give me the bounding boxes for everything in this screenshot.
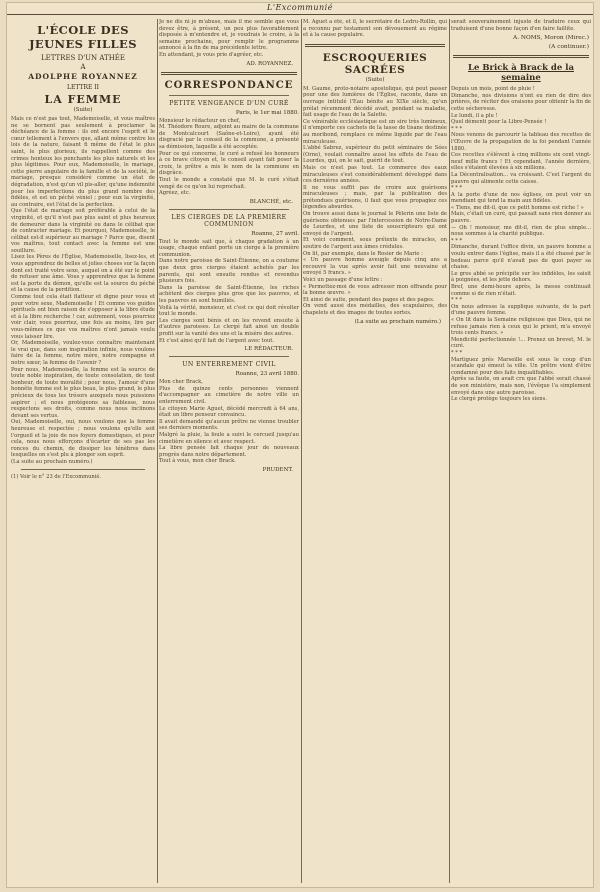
section-heading: Le Brick à Brack de la semaine (468, 63, 574, 84)
divider (305, 44, 445, 47)
section-heading: CORRESPONDANCE (164, 79, 294, 91)
letter-number: LETTRE II (66, 84, 100, 91)
article-date: Paris, le 1er mai 1880. (235, 109, 299, 116)
divider (453, 55, 589, 58)
article-subtitle: LETTRES D'UN ATHÉE (40, 54, 126, 62)
footnote: (1) Voir le n° 23 de l'Excommunié. (11, 474, 102, 481)
divider (169, 209, 289, 210)
article-body: M. Gaume, proto-notaire apostolique, qui peut passer pour une des lumières de l'Église, raconte, dans un ouvrage intitulé l'Eau bénite au XIXe siècle, qu'un prélat récemment décédé avait, pendant sa maladie, fait usage de l'eau de la Salette. Ce vénérable ecclésiastique est un sire très lumineux, il n'emporte ces cachets de la tasse de tisane destinée au moribond, remplace ce même liquide par de l'eau miraculeuse. L'abbé Sabrez, supérieur du petit séminaire de Sées (Orne), voulait connaître aussi les effets de l'eau de Lourdes, qui, on le sait, guérit de tout. Mais ce n'est pas tout. Le commerce des eaux miraculeuses s'est considérablement développé dans ces dernières années. Il ne vous suffit pas de croire aux guérisons miraculeuses ; mais, par la publication des prétendues guérisons, il faut que vous propagiez ces légendes absurdes. On trouve aussi dans le journal le Pèlerin une liste de guérisons obtenues par l'intercession de Notre-Dame de Lourdes, et une liste de souscripteurs qui ont envoyé de l'argent. Et voici comment, sous prétexte de miracles, on soutire de l'argent aux âmes crédules. On lit, par exemple, dans le Rosier de Marie : « Un pauvre homme aveugle depuis cinq ans a recouvré la vue après avoir fait une neuvaine et envoyé 5 francs. » Voici un passage d'une lettre : « Permettez-moi de vous adresser mon offrande pour la bonne œuvre. » Et ainsi de suite, pendant des pages et des pages. On vend aussi des médailles, des scapulaires, des chapelets et des images de toutes sortes. (303, 85, 447, 316)
divider (21, 469, 145, 470)
article-date: Roanne, 27 avril. (251, 230, 299, 237)
article-body: Tout le monde sait que, à chaque gradation à un usage, chaque enfant porte un cierge à la première communion. Dans notre paroisse de Saint-Étienne, on a coutume que deux gros cierges étaient achetés par les parents, qui sont ensuite rendus et revendus plusieurs fois. Dans la paroisse de Saint-Étienne, les riches achètent des cierges plus gros que les pauvres, et les pauvres en sont humiliés. Voilà la vérité, monsieur, et c'est ce qui doit révolter tout le monde. Les cierges sont bénis et on les revend ensuite à d'autres paroisses. Le clergé fait ainsi un double profit sur la vanité des uns et la misère des autres. Et c'est ainsi qu'il fait de l'argent avec tout. (159, 238, 299, 344)
article-body: serait souverainement injuste de traduire ceux qui traduisent d'une bonne façon d'en faire faillite. (451, 19, 591, 32)
masthead: L'Excommunié (7, 3, 593, 15)
column-2 (159, 19, 299, 883)
signature: A. NOMS, Moron (Mirec.) (513, 35, 589, 42)
column-1 (11, 19, 155, 883)
continued-note: (Suite) (73, 107, 93, 113)
section-heading: LA FEMME (44, 93, 122, 106)
column-rule (157, 19, 158, 883)
newspaper-page (6, 2, 594, 888)
article-title: UN ENTERREMENT CIVIL (182, 361, 276, 369)
article-title: LES CIERGES DE LA PREMIÈRE COMMUNION (171, 213, 287, 228)
continued-note: (La suite au prochain numéro.) (354, 318, 441, 325)
article-body: Monsieur le rédacteur en chef, M. Théodore Roure, adjoint au maire de la commune de Montcalcourt (Saône-et-Loire), ayant été disgracié par le conseil de la commune, a présenté sa démission, laquelle a été acceptée. Pour ce qui concerne, le curé a refusé les honneurs à ce brave citoyen et, le conseil ayant fait poser la croix, le prêtre a mis le nom de la commune en disgrâce. Tout le monde a constaté que M. le curé s'était vengé de ce qu'on lui reprochait. Agréez, etc. (159, 117, 299, 197)
author-name: ADOLPHE ROYANNEZ (28, 72, 138, 81)
article-body: Mon cher Brack, Plus de quinze cents personnes viennent d'accompagner au cimetière de notre ville un enterrement civil. Le citoyen Marie Aguet, décédé mercredi à 64 ans, était un libre penseur convaincu. Il avait demandé qu'aucun prêtre ne vienne troubler ses derniers moments. Malgré la pluie, la foule a suivi le cercueil jusqu'au cimetière en silence et avec respect. La libre pensée fait chaque jour de nouveaux progrès dans notre département. Tout à vous, mon cher Brack. (159, 379, 299, 465)
signature: LE RÉDACTEUR. (244, 346, 293, 353)
article-subtitle-a: A (80, 63, 86, 71)
divider (169, 95, 289, 96)
signature: AD. ROYANNEZ. (246, 60, 293, 67)
column-4 (451, 19, 591, 883)
column-rule (301, 19, 302, 883)
article-body: Mais ce n'est pas tout, Mademoiselle, et vous maîtres ne se bornent pas seulement à proclamer la déchéance de la femme : ils ont encore l'esprit et le cœur tellement à l'envers que, allant même contre les lois de la nature, faisant fi même de l'état le plus saint, le plus glorieux, ils rappellent comme des crimes honteux les penchants les plus naturels et les plus légitimes. Pour eux, Mademoiselle, le mariage, cette pierre angulaire de la famille et de la société, le mariage, presque considéré comme un état de dégradation, n'est qu'un vil pis-aller, qu'une indemnité pour les imperfections du plus grand nombre des fidèles, et est un péché véniel ; pour eux la virginité, au contraire, est l'état de la perfection. Que l'état de mariage soit préférable à celui de la virginité, et qu'il n'est pas plus saint et plus heureux de demeurer dans la virginité ou dans le célibat que de contracter mariage. Et pourquoi, Mademoiselle, le célibat est-il supérieur au mariage ? Parce que, disent vos maîtres, tout contact avec la femme est une souillure. Lisez les Pères de l'Église, Mademoiselle, lisez-les, et vous apprendrez de belles et jolies choses sur la façon dont est traité votre sexe, auquel on a été sur le point de refuser une âme. Vous y apprendrez que la femme est la porte du démon, qu'elle est la source du péché et la cause de la perdition. Comme tout cela était flatteur et digne pour vous et pour votre sexe, Mademoiselle ! Et comme vos guides spirituels ont bien raison de s'opposer à la libre étude et à la libre recherche ! car, autrement, vous pourriez voir clair, vous pourriez, une fois au moins, lire par vous-mêmes ce que vos maîtres n'ont jamais voulu vous laisser lire. Or, Mademoiselle, voulez-vous connaître maintenant le vrai que, dans son inspiration infinie, nous voulons faire de la femme, notre mère, notre compagne et notre sœur, la femme de l'avenir ? Pour nous, Mademoiselle, la femme est la source de toute noble inspiration, de toute consolation, de tout bonheur, de toute moralité ; pour nous, l'amour d'une honnête femme est le plus beau, le plus grand, le plus précieux de tous les trésors auxquels nous puissions aspirer ; et nous protégeons sa faiblesse, nous respectons ses droits, comme nous nous inclinons devant ses vertus. Oui, Mademoiselle, oui, nous voulons que la femme heureuse et respectée ; nous voulons qu'elle soit l'orgueil et la joie de nos foyers domestiques, et pour cela, nous nous efforçons d'écarter de ses pas les ronces du chemin, de dissiper les ténèbres dans lesquelles on s'est plu à plonger son esprit. (La suite au prochain numéro.) (11, 116, 155, 465)
signature: BLANCHÉ, etc. (249, 198, 293, 205)
divider (161, 72, 297, 75)
article-title: ESCROQUERIES SACRÉES (322, 51, 428, 76)
article-date: Roanne, 23 avril 1880. (235, 371, 299, 378)
column-3 (303, 19, 447, 883)
signature: PRUDENT. (262, 466, 293, 473)
continued-note: (Suite) (365, 76, 385, 83)
article-body: M. Aguet a été, et il, le secrétaire de Ledru-Rollin, qui a reconnu par testament son dévouement au régime et à la cause populaire. (303, 19, 447, 39)
divider (169, 356, 289, 357)
article-title: PETITE VENGEANCE D'UN CURÉ (169, 99, 289, 107)
article-body: Depuis un mois, point de pluie ! Dimanche, nos divisions n'ont eu rien de dire des prières, de réciter des oraisons pour obtenir la fin de cette sécheresse. Le lundi, il a plu ! Quel démenti pour la Libre-Pensée ! * * * Nous venons de parcourir la tableau des recettes de l'Œuvre de la propagation de la foi pendant l'année 1880. Ces recettes s'élèvent à cinq millions six cent vingt-neuf mille francs ! Et cependant, l'année dernière, elles s'étaient élevées à six millions. La Décentralisation... va croissant. C'est l'argent du pauvre qui alimente cette caisse. * * * A la porte d'une de nos églises, on peut voir un mendiant qui tend la main aux fidèles. « Tiens, me dit-il, que ce petit homme est riche ! » Mais, c'était un curé, qui passait sans rien donner au pauvre. — Oh ! monsieur, me dit-il, rien de plus simple... nous sommes à la charité publique. * * * Dimanche, durant l'office divin, un pauvre homme a voulu entrer dans l'église, mais il a été chassé par le bedeau parce qu'il n'avait pas de quoi payer sa chaise. Le gros abbé se précipite sur les infidèles, les saisit à poignées, et les jette dehors. Bref, une demi-heure après, la messe continuait comme si de rien n'était. * * * On nous adresse la supplique suivante, de la part d'une pauvre femme. « On lit dans la Semaine religieuse que Dieu, qui ne refuse jamais rien à ceux qui le prient, m'a envoyé trois cents francs. » Mendicité perfectionnée !... Prenez un brevet, M. le curé. * * * Martiguez près Marseille est sous le coup d'un scandale qui émeut la ville. Un prêtre vient d'être condamné pour des faits inqualifiables. Après sa faute, on avait cru que l'abbé serait chassé de son ministère, mais non, l'évêque l'a simplement envoyé dans une autre paroisse. Le clergé protège toujours les siens. (451, 86, 591, 403)
article-body: Je ne dis ni je m'abuse, mais il me semble que vous devez être, à présent, un peu plus favorablement disposée à m'entendre et, je voudrais le croire, à la semaine prochaine, pour remplir le programme annoncé à la fin de ma précédente lettre. En attendant, je vous prie d'agréer, etc. (159, 19, 299, 58)
article-title: L'ÉCOLE DES JEUNES FILLES (29, 23, 137, 51)
column-rule (449, 19, 450, 883)
continued-note: (A continuer.) (548, 44, 589, 51)
